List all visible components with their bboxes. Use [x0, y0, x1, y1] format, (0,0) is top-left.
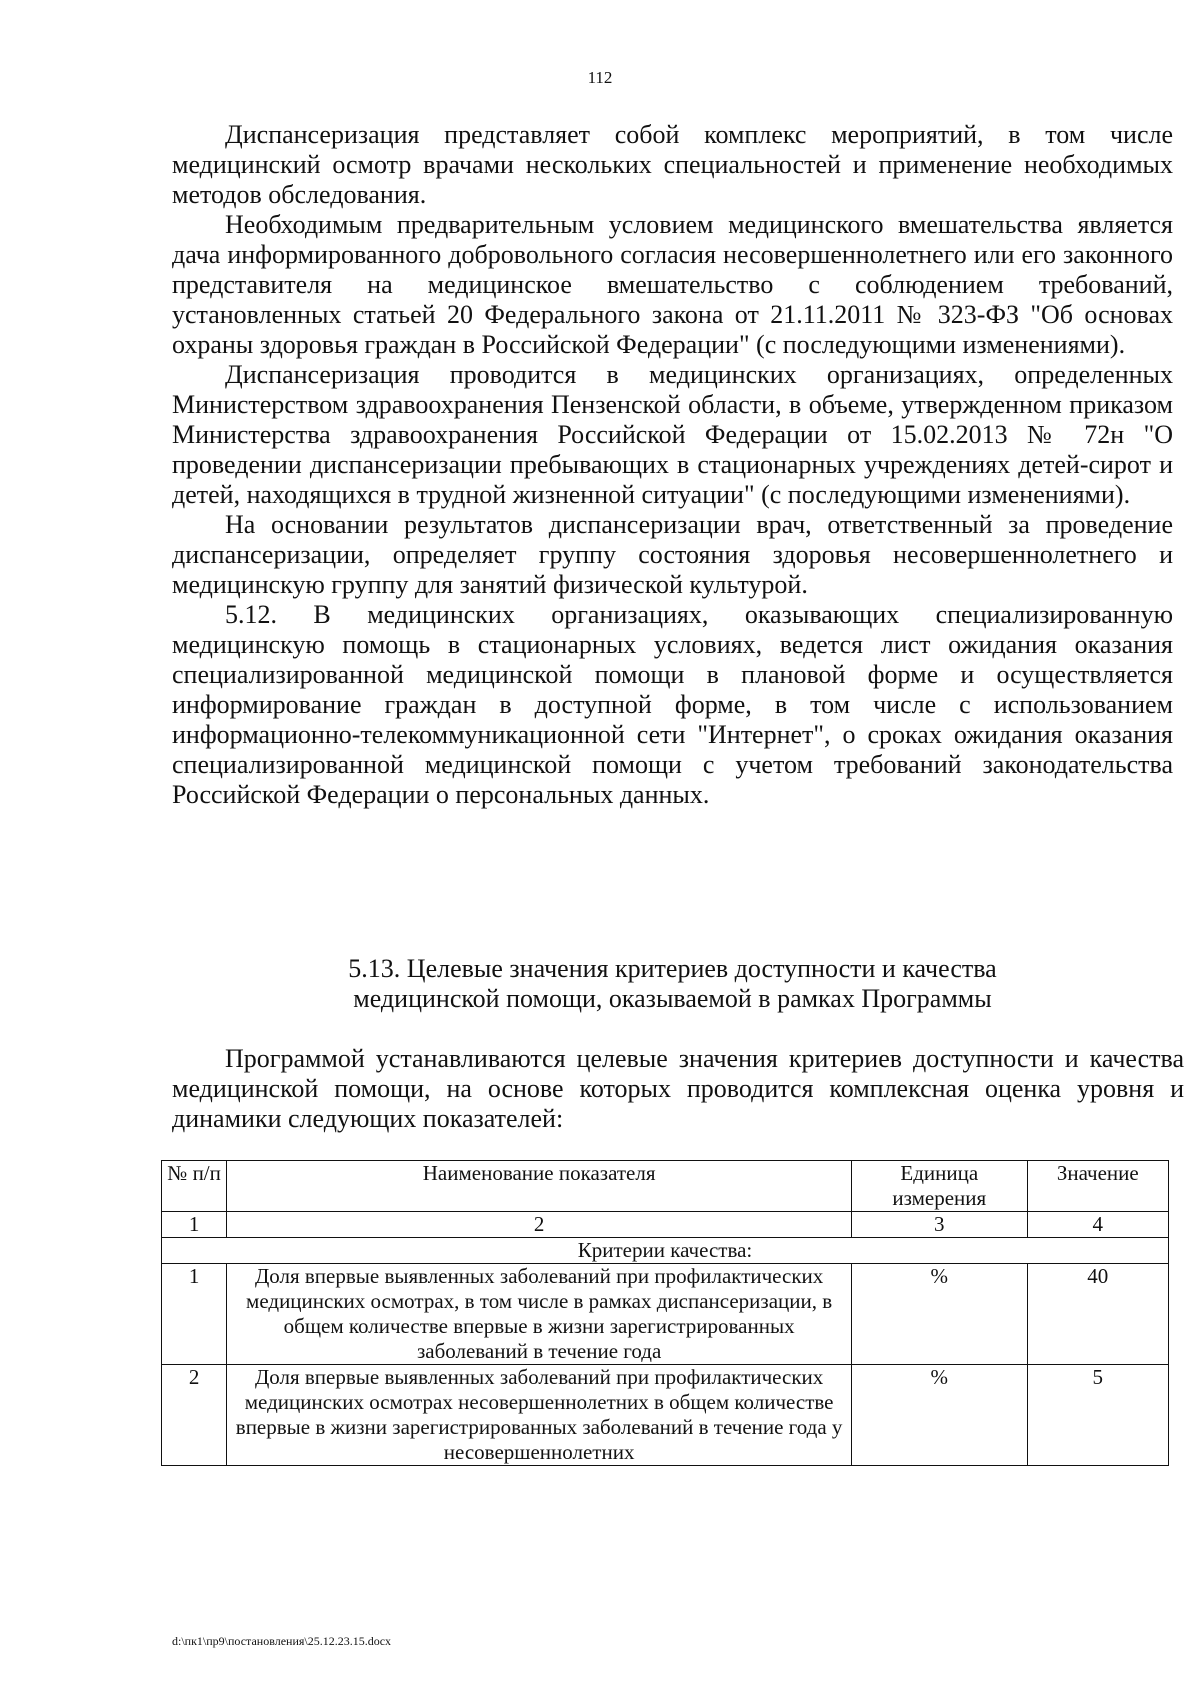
- row-value: 5: [1027, 1365, 1168, 1466]
- header-unit: Единица измерения: [852, 1161, 1028, 1212]
- row-num: 2: [162, 1365, 227, 1466]
- body-text: [172, 120, 1173, 810]
- section-heading-line-2: медицинской помощи, оказываемой в рамках Программы: [353, 984, 992, 1013]
- table-row: [162, 1365, 1169, 1466]
- row-value: 40: [1027, 1264, 1168, 1365]
- footer-file-path: d:\пк1\пр9\постановления\25.12.23.15.docx: [172, 1634, 392, 1648]
- paragraph-dispensary-definition: Диспансеризация представляет собой комплекс мероприятий, в том числе медицинский осмотр врачами нескольких специальностей и применение необходимых методов обследования.: [172, 120, 1173, 209]
- numbering-cell: 1: [162, 1212, 227, 1238]
- header-num: № п/п: [162, 1161, 227, 1212]
- paragraph-intro: Программой устанавливаются целевые значения критериев доступности и качества медицинской помощи, на основе которых проводится комплексная оценка уровня и динамики следующих показателей:: [172, 1044, 1184, 1133]
- table-header-row: [162, 1161, 1169, 1212]
- paragraph-organizations: Диспансеризация проводится в медицинских организациях, определенных Министерством здравоохранения Пензенской области, в объеме, утвержденном приказом Министерства здравоохранения Российской Федерации от 15.02.2013 № 72н "О проведении диспансеризации пребывающих в стационарных учреждениях детей-сирот и детей, находящихся в трудной жизненной ситуации" (с последующими изменениями).: [172, 360, 1173, 509]
- criteria-table: [161, 1160, 1169, 1466]
- paragraph-waiting-list: 5.12. В медицинских организациях, оказывающих специализированную медицинскую помощь в стационарных условиях, ведется лист ожидания оказания специализированной медицинской помощи в плановой форме и осуществляется информирование граждан в доступной форме, в том числе с использованием информационно-телекоммуникационной сети "Интернет", о сроках ожидания оказания специализированной медицинской помощи с учетом требований законодательства Российской Федерации о персональных данных.: [172, 600, 1173, 809]
- row-name: Доля впервые выявленных заболеваний при профилактических медицинских осмотрах, в том числе в рамках диспансеризации, в общем количестве впервые в жизни зарегистрированных заболеваний в течение года: [227, 1264, 852, 1365]
- page-number: 112: [587, 68, 613, 87]
- table-row: [162, 1264, 1169, 1365]
- group-label: Критерии качества:: [162, 1238, 1169, 1264]
- numbering-cell: 4: [1027, 1212, 1168, 1238]
- section-heading-line-1: 5.13. Целевые значения критериев доступности и качества: [348, 954, 997, 983]
- intro-text: [172, 1044, 1184, 1134]
- row-unit: %: [852, 1264, 1028, 1365]
- row-name: Доля впервые выявленных заболеваний при профилактических медицинских осмотрах несовершеннолетних в общем количестве впервые в жизни зарегистрированных заболеваний в течение года у несовершеннолетних: [227, 1365, 852, 1466]
- header-name: Наименование показателя: [227, 1161, 852, 1212]
- numbering-cell: 3: [852, 1212, 1028, 1238]
- header-value: Значение: [1027, 1161, 1168, 1212]
- paragraph-health-group: На основании результатов диспансеризации врач, ответственный за проведение диспансеризации, определяет группу состояния здоровья несовершеннолетнего и медицинскую группу для занятий физической культурой.: [172, 510, 1173, 599]
- numbering-cell: 2: [227, 1212, 852, 1238]
- paragraph-consent: Необходимым предварительным условием медицинского вмешательства является дача информированного добровольного согласия несовершеннолетнего или его законного представителя на медицинское вмешательство с соблюдением требований, установленных статьей 20 Федерального закона от 21.11.2011 № 323-ФЗ "Об основах охраны здоровья граждан в Российской Федерации" (с последующими изменениями).: [172, 210, 1173, 359]
- section-heading: [172, 954, 1173, 1014]
- table-numbering-row: [162, 1212, 1169, 1238]
- row-unit: %: [852, 1365, 1028, 1466]
- row-num: 1: [162, 1264, 227, 1365]
- table-group-row: [162, 1238, 1169, 1264]
